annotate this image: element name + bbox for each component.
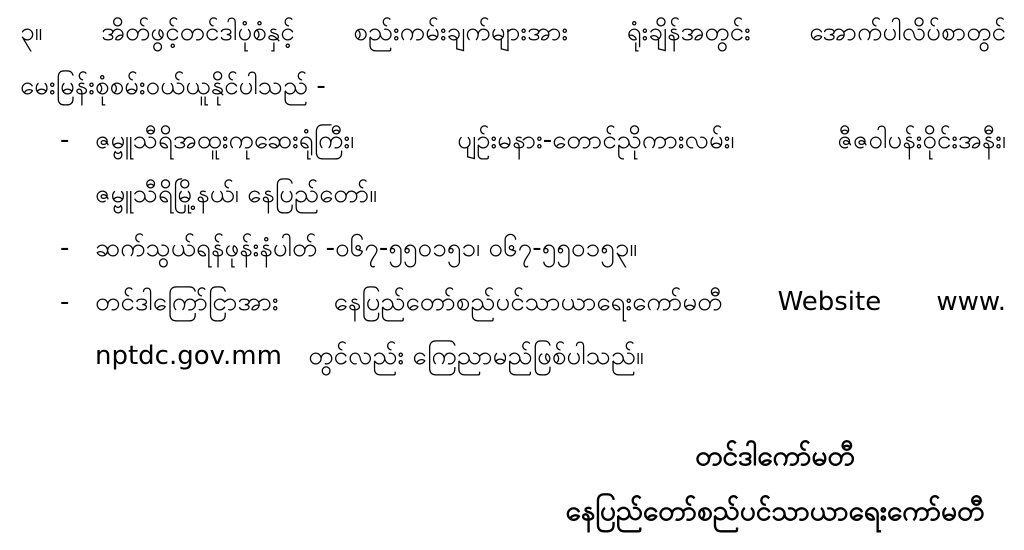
intro-word-address-below: အောက်ပါလိပ်စာတွင် xyxy=(809,17,1006,47)
clause-3-line-2: မေးမြန်းစုံစမ်းဝယ်ယူနိုင်ပါသည် - xyxy=(20,71,326,101)
website-domain: nptdc.gov.mm xyxy=(95,341,282,371)
phone-numbers: ဆက်သွယ်ရန်ဖုန်းနံပါတ် -၀၆၇-၅၅၀၁၅၁၊ ၀၆၇-၅၅၀၁၅၃။ xyxy=(95,233,638,263)
address-line-1 xyxy=(95,113,1006,167)
signature-tender-committee: တင်ဒါကော်မတီ xyxy=(695,439,855,472)
bullet-website xyxy=(20,275,1006,383)
bullet-phone-content xyxy=(95,221,1006,275)
landmark-name: ဇီဇဝါပန်းဝိုင်းအနီး၊ xyxy=(837,125,1006,155)
signature-block xyxy=(540,428,1010,538)
bullet-dash: - xyxy=(60,125,70,155)
bullet-address-content xyxy=(95,113,1006,221)
township-city: ဇမ္ဗူသီရိမြို့နယ်၊ နေပြည်တော်။ xyxy=(95,179,378,209)
tender-ad-word: တင်ဒါကြော်ငြာအား xyxy=(95,287,279,317)
road-name: ပျဉ်းမနား-တောင်ညိုကားလမ်း၊ xyxy=(457,125,735,155)
committee-name: နေပြည်တော်စည်ပင်သာယာရေးကော်မတီ xyxy=(333,287,723,317)
www-prefix: www. xyxy=(936,287,1006,317)
intro-word-tender-form: အိတ်ဖွင့်တင်ဒါပုံစံနှင့် xyxy=(101,17,295,47)
website-line-1 xyxy=(95,275,1006,329)
hospital-name: ဇမ္ဗူသီရိအထူးကုဆေးရုံကြီး၊ xyxy=(95,125,355,155)
bullet-dash: - xyxy=(60,287,70,317)
bullet-dash: - xyxy=(60,233,70,263)
website-line-2 xyxy=(95,329,1006,383)
intro-word-office-hours: ရုံးချိန်အတွင်း xyxy=(626,17,751,47)
website-label: Website xyxy=(777,287,882,317)
bullet-website-content xyxy=(95,275,1006,383)
clause-3-line-1 xyxy=(20,5,1006,59)
bullet-phone xyxy=(20,221,1006,275)
clause-3-paragraph xyxy=(20,5,1006,113)
signature-npt-development-committee: နေပြည်တော်စည်ပင်သာယာရေးကော်မတီ xyxy=(565,494,985,527)
bullet-address xyxy=(20,113,1006,221)
clause-number: ၃။ xyxy=(20,17,43,47)
announcement-text: တွင်လည်း ကြေညာမည်ဖြစ်ပါသည်။ xyxy=(308,341,644,371)
intro-word-terms: စည်းကမ်းချက်များအား xyxy=(353,17,569,47)
